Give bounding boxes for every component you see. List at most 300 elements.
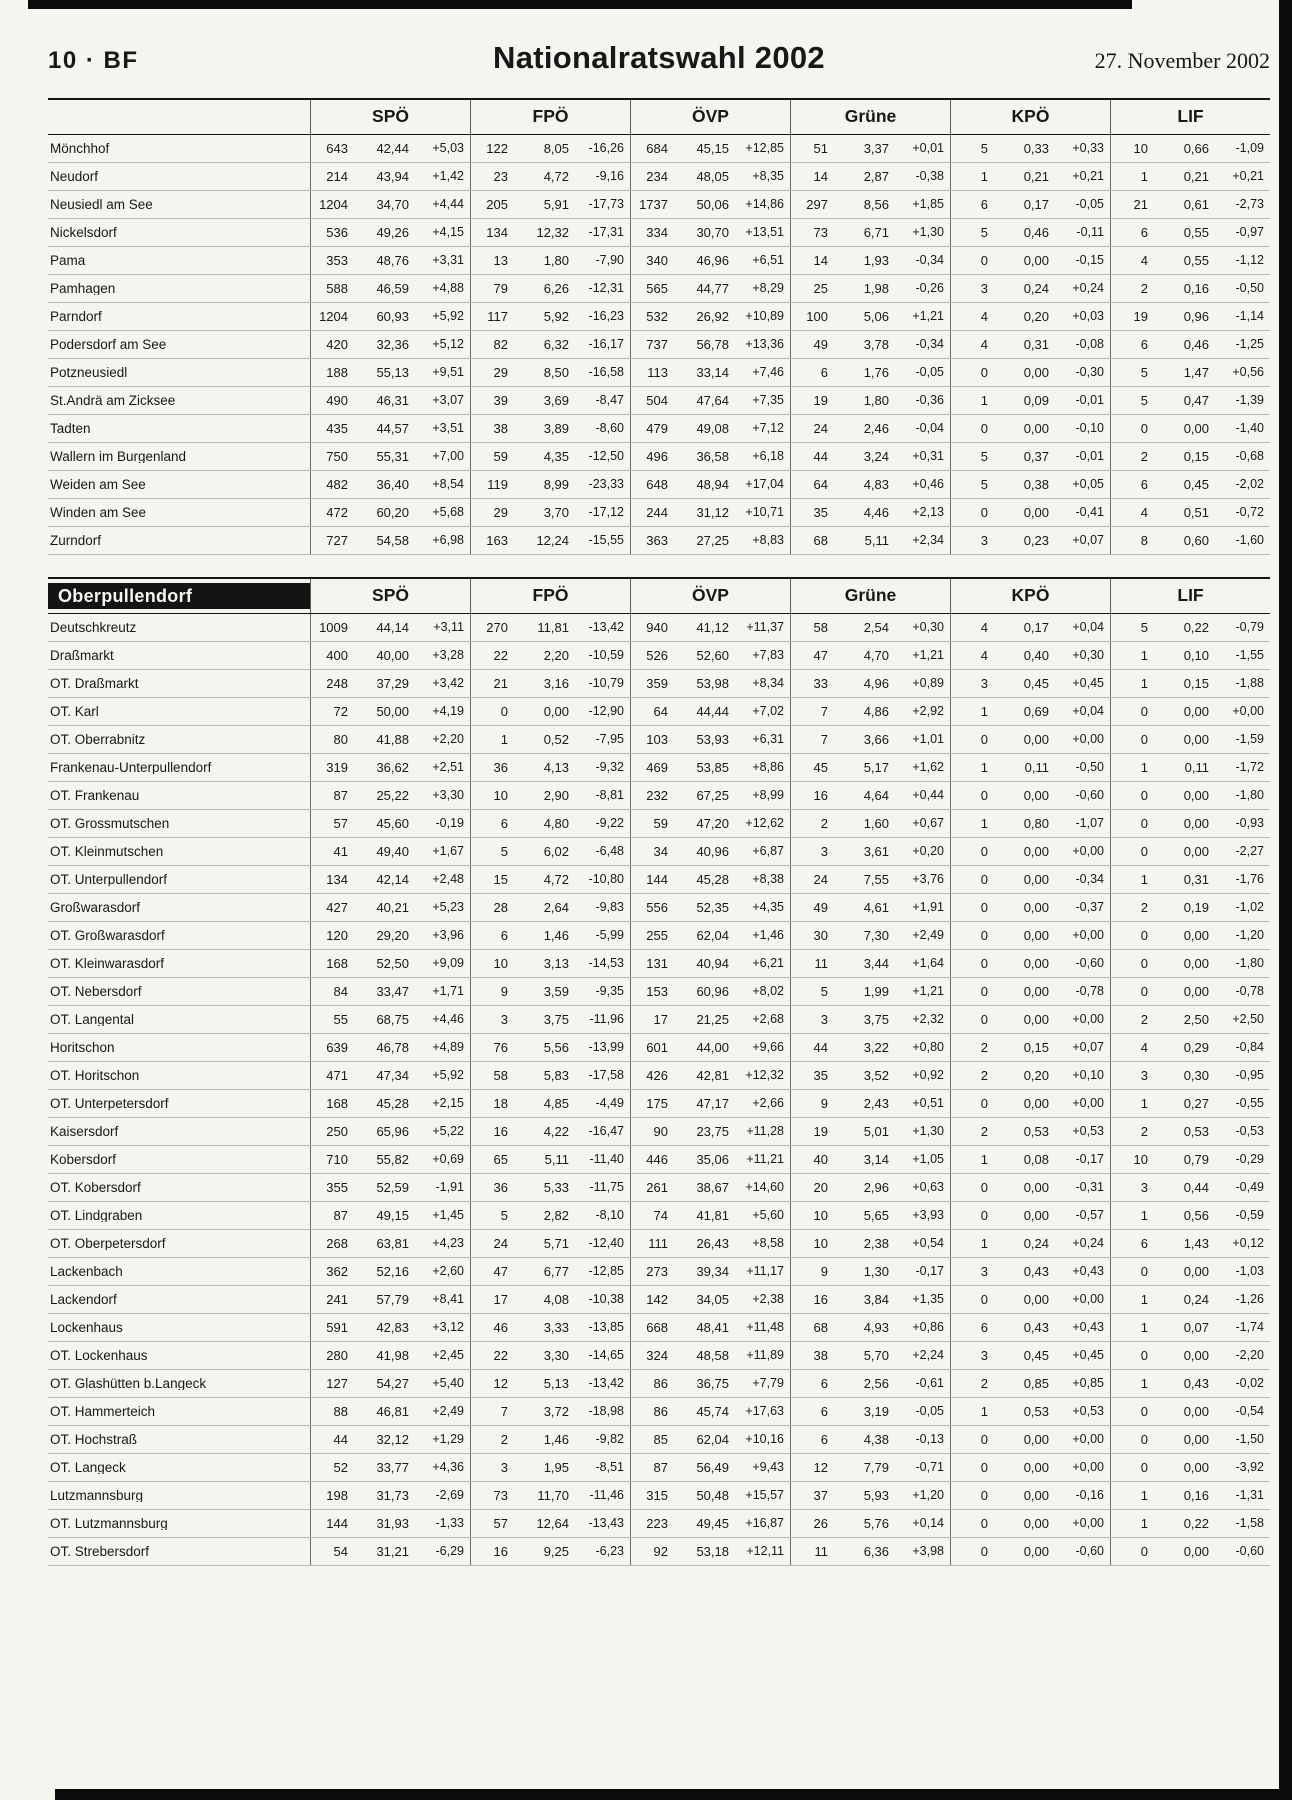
- municipality-name: OT. Kleinmutschen: [50, 844, 164, 859]
- table-row: [48, 1314, 1270, 1342]
- percent-value: 0,22: [1183, 620, 1209, 635]
- change-value: -13,85: [588, 1320, 624, 1335]
- votes-value: 79: [470, 275, 516, 302]
- change-value: -1,26: [1235, 1292, 1264, 1307]
- percent-value: 26,92: [696, 309, 729, 324]
- percent-value: 5,70: [863, 1348, 889, 1363]
- votes-value: 119: [470, 471, 516, 498]
- percent-value: 34,70: [376, 197, 409, 212]
- votes-value: 324: [630, 1342, 676, 1369]
- percent-value: 3,84: [863, 1292, 889, 1307]
- change-value: -9,22: [595, 816, 624, 831]
- percent-value: 0,00: [1023, 1488, 1049, 1503]
- change-value: -8,60: [595, 421, 624, 436]
- percent-value: 0,24: [1023, 281, 1049, 296]
- percent-value: 0,17: [1023, 197, 1049, 212]
- table-row: [48, 331, 1270, 359]
- change-value: -2,27: [1235, 844, 1264, 859]
- percent-value: 40,00: [376, 648, 409, 663]
- percent-value: 41,88: [376, 732, 409, 747]
- percent-value: 0,11: [1184, 760, 1209, 775]
- votes-value: 12: [790, 1454, 836, 1481]
- percent-value: 45,60: [376, 816, 409, 831]
- municipality-name: Pamhagen: [50, 281, 116, 296]
- change-value: +7,83: [752, 648, 784, 663]
- change-value: +12,62: [745, 816, 784, 831]
- votes-value: 435: [310, 415, 356, 442]
- votes-value: 2: [470, 1426, 516, 1453]
- votes-value: 24: [790, 866, 836, 893]
- votes-value: 0: [950, 1454, 996, 1481]
- percent-value: 0,00: [1023, 365, 1049, 380]
- change-value: +0,56: [1232, 365, 1264, 380]
- change-value: +8,29: [752, 281, 784, 296]
- municipality-name: OT. Lutzmannsburg: [50, 1516, 168, 1531]
- percent-value: 0,40: [1023, 648, 1049, 663]
- percent-value: 0,53: [1023, 1404, 1049, 1419]
- table-row: [48, 1510, 1270, 1538]
- votes-value: 10: [790, 1230, 836, 1257]
- votes-value: 36: [470, 754, 516, 781]
- change-value: -2,73: [1235, 197, 1264, 212]
- change-value: +0,00: [1072, 1460, 1104, 1475]
- party-column-header: Grüne: [790, 100, 950, 134]
- votes-value: 232: [630, 782, 676, 809]
- change-value: +2,51: [432, 760, 464, 775]
- change-value: -1,80: [1235, 956, 1264, 971]
- change-value: +2,15: [432, 1096, 464, 1111]
- change-value: -1,80: [1235, 788, 1264, 803]
- percent-value: 55,31: [376, 449, 409, 464]
- votes-value: 1: [950, 1146, 996, 1173]
- change-value: -0,60: [1075, 1544, 1104, 1559]
- votes-value: 65: [470, 1146, 516, 1173]
- percent-value: 2,56: [863, 1376, 889, 1391]
- percent-value: 3,69: [543, 393, 569, 408]
- change-value: +2,49: [432, 1404, 464, 1419]
- table-row: [48, 1006, 1270, 1034]
- votes-value: 0: [950, 726, 996, 753]
- percent-value: 3,33: [543, 1320, 569, 1335]
- change-value: +3,51: [432, 421, 464, 436]
- votes-value: 4: [1110, 499, 1156, 526]
- percent-value: 0,00: [1023, 900, 1049, 915]
- votes-value: 5: [1110, 359, 1156, 386]
- votes-value: 35: [790, 1062, 836, 1089]
- municipality-name: OT. Langental: [50, 1012, 135, 1027]
- change-value: -0,15: [1075, 253, 1104, 268]
- votes-value: 153: [630, 978, 676, 1005]
- votes-value: 643: [310, 135, 356, 162]
- votes-value: 54: [310, 1538, 356, 1565]
- change-value: +2,48: [432, 872, 464, 887]
- votes-value: 29: [470, 359, 516, 386]
- percent-value: 0,46: [1183, 337, 1209, 352]
- change-value: -0,08: [1075, 337, 1104, 352]
- change-value: +7,35: [752, 393, 784, 408]
- table-row: [48, 471, 1270, 499]
- votes-value: 234: [630, 163, 676, 190]
- votes-value: 68: [790, 1314, 836, 1341]
- percent-value: 8,05: [543, 141, 569, 156]
- percent-value: 0,22: [1183, 1516, 1209, 1531]
- votes-value: 39: [470, 387, 516, 414]
- change-value: -17,73: [588, 197, 624, 212]
- votes-value: 5: [470, 838, 516, 865]
- percent-value: 3,44: [863, 956, 889, 971]
- percent-value: 31,93: [376, 1516, 409, 1531]
- votes-value: 57: [470, 1510, 516, 1537]
- percent-value: 8,99: [543, 477, 569, 492]
- table-row: [48, 135, 1270, 163]
- votes-value: 532: [630, 303, 676, 330]
- votes-value: 87: [310, 1202, 356, 1229]
- change-value: +0,00: [1072, 1012, 1104, 1027]
- municipality-name: OT. Glashütten b.Langeck: [50, 1376, 207, 1391]
- change-value: +0,92: [912, 1068, 944, 1083]
- votes-value: 0: [950, 838, 996, 865]
- percent-value: 4,86: [863, 704, 889, 719]
- votes-value: 5: [950, 219, 996, 246]
- change-value: +10,71: [745, 505, 784, 520]
- percent-value: 41,81: [696, 1208, 729, 1223]
- change-value: +1,30: [912, 1124, 944, 1139]
- votes-value: 49: [790, 331, 836, 358]
- percent-value: 67,25: [696, 788, 729, 803]
- percent-value: 0,00: [1183, 1348, 1209, 1363]
- percent-value: 1,46: [543, 928, 569, 943]
- percent-value: 48,05: [696, 169, 729, 184]
- percent-value: 8,56: [863, 197, 889, 212]
- votes-value: 0: [1110, 726, 1156, 753]
- votes-value: 472: [310, 499, 356, 526]
- table-row: [48, 1426, 1270, 1454]
- change-value: -1,25: [1235, 337, 1264, 352]
- party-column-header: Grüne: [790, 579, 950, 613]
- percent-value: 32,36: [376, 337, 409, 352]
- votes-value: 1: [470, 726, 516, 753]
- votes-value: 17: [470, 1286, 516, 1313]
- change-value: -13,99: [588, 1040, 624, 1055]
- percent-value: 0,45: [1183, 477, 1209, 492]
- change-value: +0,00: [1072, 844, 1104, 859]
- percent-value: 0,15: [1023, 1040, 1049, 1055]
- municipality-name: Deutschkreutz: [50, 620, 137, 635]
- municipality-name: Pama: [50, 253, 86, 268]
- table-row: [48, 1090, 1270, 1118]
- votes-value: 6: [1110, 471, 1156, 498]
- change-value: +8,58: [752, 1236, 784, 1251]
- change-value: -7,95: [595, 732, 624, 747]
- percent-value: 53,98: [696, 676, 729, 691]
- change-value: -1,39: [1235, 393, 1264, 408]
- change-value: +3,93: [912, 1208, 944, 1223]
- change-value: -0,02: [1235, 1376, 1264, 1391]
- change-value: +0,30: [912, 620, 944, 635]
- percent-value: 0,00: [1023, 505, 1049, 520]
- votes-value: 198: [310, 1482, 356, 1509]
- change-value: +0,53: [1072, 1404, 1104, 1419]
- percent-value: 35,06: [696, 1152, 729, 1167]
- change-value: +0,63: [912, 1180, 944, 1195]
- votes-value: 86: [630, 1370, 676, 1397]
- percent-value: 53,93: [696, 732, 729, 747]
- votes-value: 0: [950, 782, 996, 809]
- change-value: -10,79: [588, 676, 624, 691]
- percent-value: 56,78: [696, 337, 729, 352]
- change-value: -0,95: [1235, 1068, 1264, 1083]
- votes-value: 59: [630, 810, 676, 837]
- percent-value: 0,52: [543, 732, 569, 747]
- change-value: -1,58: [1235, 1516, 1264, 1531]
- change-value: +1,91: [912, 900, 944, 915]
- percent-value: 4,08: [543, 1292, 569, 1307]
- change-value: -17,31: [588, 225, 624, 240]
- table-row: [48, 1034, 1270, 1062]
- change-value: -8,47: [595, 393, 624, 408]
- votes-value: 134: [470, 219, 516, 246]
- change-value: -0,97: [1235, 225, 1264, 240]
- votes-value: 0: [1110, 1454, 1156, 1481]
- section-label-text: Oberpullendorf: [48, 583, 310, 609]
- table-row: [48, 303, 1270, 331]
- change-value: +11,89: [746, 1348, 784, 1363]
- percent-value: 2,46: [863, 421, 889, 436]
- change-value: +0,30: [1072, 648, 1104, 663]
- percent-value: 0,00: [1023, 928, 1049, 943]
- municipality-name: Neusiedl am See: [50, 197, 153, 212]
- table-row: [48, 1454, 1270, 1482]
- percent-value: 5,76: [863, 1516, 889, 1531]
- votes-value: 47: [470, 1258, 516, 1285]
- percent-value: 47,34: [376, 1068, 409, 1083]
- change-value: -0,01: [1075, 449, 1104, 464]
- votes-value: 297: [790, 191, 836, 218]
- percent-value: 0,43: [1183, 1376, 1209, 1391]
- percent-value: 0,56: [1183, 1208, 1209, 1223]
- table-row: [48, 359, 1270, 387]
- change-value: +5,60: [752, 1208, 784, 1223]
- votes-value: 168: [310, 1090, 356, 1117]
- votes-value: 0: [950, 499, 996, 526]
- votes-value: 11: [790, 950, 836, 977]
- percent-value: 4,61: [863, 900, 889, 915]
- change-value: +17,63: [745, 1404, 784, 1419]
- percent-value: 12,32: [536, 225, 569, 240]
- change-value: +0,07: [1072, 1040, 1104, 1055]
- change-value: +0,00: [1072, 1292, 1104, 1307]
- change-value: +0,43: [1072, 1320, 1104, 1335]
- votes-value: 737: [630, 331, 676, 358]
- change-value: +15,57: [745, 1488, 784, 1503]
- votes-value: 87: [630, 1454, 676, 1481]
- votes-value: 446: [630, 1146, 676, 1173]
- party-column-header: ÖVP: [630, 579, 790, 613]
- percent-value: 32,12: [376, 1432, 409, 1447]
- votes-value: 241: [310, 1286, 356, 1313]
- percent-value: 4,22: [543, 1124, 569, 1139]
- change-value: +0,03: [1072, 309, 1104, 324]
- votes-value: 10: [1110, 1146, 1156, 1173]
- percent-value: 52,35: [696, 900, 729, 915]
- percent-value: 5,65: [863, 1208, 889, 1223]
- change-value: +0,04: [1072, 620, 1104, 635]
- percent-value: 0,16: [1183, 1488, 1209, 1503]
- votes-value: 1: [950, 1230, 996, 1257]
- percent-value: 6,32: [543, 337, 569, 352]
- change-value: -0,10: [1075, 421, 1104, 436]
- change-value: -17,12: [588, 505, 624, 520]
- percent-value: 0,00: [1023, 956, 1049, 971]
- change-value: -6,48: [595, 844, 624, 859]
- percent-value: 0,00: [1183, 1264, 1209, 1279]
- votes-value: 1: [950, 1398, 996, 1425]
- votes-value: 727: [310, 527, 356, 554]
- votes-value: 19: [790, 1118, 836, 1145]
- change-value: +8,83: [752, 533, 784, 548]
- change-value: +3,12: [432, 1320, 464, 1335]
- percent-value: 0,00: [1183, 956, 1209, 971]
- percent-value: 42,81: [696, 1068, 729, 1083]
- votes-value: 37: [790, 1482, 836, 1509]
- percent-value: 0,31: [1183, 872, 1209, 887]
- table-row: [48, 499, 1270, 527]
- change-value: +8,99: [752, 788, 784, 803]
- votes-value: 10: [1110, 135, 1156, 162]
- municipality-name: OT. Horitschon: [50, 1068, 140, 1083]
- percent-value: 31,21: [376, 1544, 409, 1559]
- votes-value: 315: [630, 1482, 676, 1509]
- change-value: -11,96: [589, 1012, 624, 1027]
- votes-value: 16: [470, 1118, 516, 1145]
- percent-value: 0,00: [1183, 421, 1209, 436]
- change-value: -1,72: [1235, 760, 1264, 775]
- votes-value: 49: [790, 894, 836, 921]
- votes-value: 363: [630, 527, 676, 554]
- change-value: +1,42: [432, 169, 464, 184]
- table-header-row: [48, 577, 1270, 614]
- percent-value: 27,25: [696, 533, 729, 548]
- change-value: -0,68: [1235, 449, 1264, 464]
- change-value: +7,02: [752, 704, 784, 719]
- table-row: [48, 1230, 1270, 1258]
- votes-value: 44: [310, 1426, 356, 1453]
- percent-value: 47,20: [696, 816, 729, 831]
- votes-value: 490: [310, 387, 356, 414]
- percent-value: 7,55: [863, 872, 889, 887]
- percent-value: 3,75: [543, 1012, 569, 1027]
- percent-value: 3,89: [543, 421, 569, 436]
- percent-value: 4,13: [543, 760, 569, 775]
- table-row: [48, 1482, 1270, 1510]
- votes-value: 0: [950, 894, 996, 921]
- votes-value: 34: [630, 838, 676, 865]
- percent-value: 42,83: [376, 1320, 409, 1335]
- change-value: +0,24: [1072, 1236, 1104, 1251]
- change-value: -0,60: [1075, 956, 1104, 971]
- percent-value: 45,15: [696, 141, 729, 156]
- table-row: [48, 163, 1270, 191]
- change-value: +5,22: [432, 1124, 464, 1139]
- percent-value: 46,78: [376, 1040, 409, 1055]
- change-value: +8,38: [752, 872, 784, 887]
- votes-value: 59: [470, 443, 516, 470]
- votes-value: 9: [790, 1090, 836, 1117]
- votes-value: 268: [310, 1230, 356, 1257]
- municipality-name: Winden am See: [50, 505, 147, 520]
- change-value: +2,60: [432, 1264, 464, 1279]
- change-value: +7,79: [752, 1376, 784, 1391]
- change-value: -1,88: [1235, 676, 1264, 691]
- percent-value: 0,00: [1023, 1544, 1049, 1559]
- percent-value: 0,24: [1183, 1292, 1209, 1307]
- municipality-name: OT. Strebersdorf: [50, 1544, 150, 1559]
- change-value: -0,60: [1075, 788, 1104, 803]
- page-number: 10 · BF: [48, 47, 139, 74]
- party-column-header: LIF: [1110, 100, 1270, 134]
- percent-value: 0,00: [543, 704, 569, 719]
- change-value: +0,00: [1072, 928, 1104, 943]
- percent-value: 2,82: [543, 1208, 569, 1223]
- votes-value: 362: [310, 1258, 356, 1285]
- votes-value: 0: [1110, 1426, 1156, 1453]
- change-value: +6,98: [432, 533, 464, 548]
- change-value: +2,50: [1232, 1012, 1264, 1027]
- percent-value: 0,21: [1183, 169, 1209, 184]
- change-value: -0,93: [1235, 816, 1264, 831]
- table-row: [48, 387, 1270, 415]
- votes-value: 68: [790, 527, 836, 554]
- votes-value: 24: [470, 1230, 516, 1257]
- votes-value: 420: [310, 331, 356, 358]
- change-value: +3,42: [432, 676, 464, 691]
- votes-value: 426: [630, 1062, 676, 1089]
- change-value: +4,44: [432, 197, 464, 212]
- percent-value: 2,87: [863, 169, 889, 184]
- votes-value: 64: [790, 471, 836, 498]
- percent-value: 0,15: [1183, 676, 1209, 691]
- table-row: [48, 1258, 1270, 1286]
- percent-value: 3,75: [863, 1012, 889, 1027]
- votes-value: 5: [1110, 614, 1156, 641]
- percent-value: 0,38: [1023, 477, 1049, 492]
- change-value: -7,90: [595, 253, 624, 268]
- change-value: +13,51: [745, 225, 784, 240]
- percent-value: 62,04: [696, 928, 729, 943]
- votes-value: 588: [310, 275, 356, 302]
- table-row: [48, 698, 1270, 726]
- percent-value: 0,00: [1023, 1208, 1049, 1223]
- change-value: +12,11: [746, 1544, 784, 1559]
- votes-value: 0: [1110, 838, 1156, 865]
- votes-value: 3: [950, 670, 996, 697]
- percent-value: 2,20: [543, 648, 569, 663]
- change-value: +9,51: [432, 365, 464, 380]
- percent-value: 48,94: [696, 477, 729, 492]
- votes-value: 2: [1110, 443, 1156, 470]
- percent-value: 50,48: [696, 1488, 729, 1503]
- results-tables: [48, 98, 1270, 1588]
- votes-value: 17: [630, 1006, 676, 1033]
- percent-value: 7,30: [863, 928, 889, 943]
- votes-value: 0: [950, 978, 996, 1005]
- percent-value: 0,80: [1023, 816, 1049, 831]
- votes-value: 58: [790, 614, 836, 641]
- votes-value: 144: [630, 866, 676, 893]
- change-value: -1,33: [435, 1516, 464, 1531]
- change-value: +0,53: [1072, 1124, 1104, 1139]
- change-value: +17,04: [745, 477, 784, 492]
